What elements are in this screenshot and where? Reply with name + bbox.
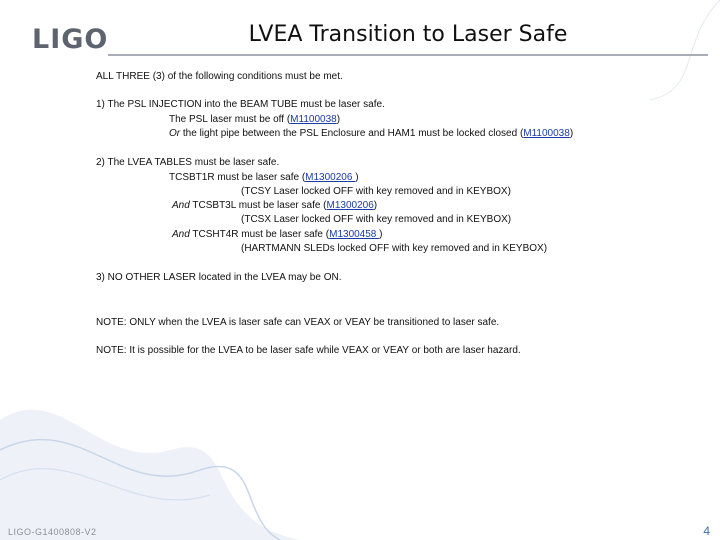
condition-1-heading: 1) The PSL INJECTION into the BEAM TUBE must be laser safe.: [96, 99, 385, 110]
table-tcsht4r-note: (HARTMANN SLEDs locked OFF with key removed and in KEYBOX): [241, 243, 548, 254]
logo-text: LIGO: [32, 24, 109, 55]
doc-link-m1100038-2[interactable]: M1100038: [523, 128, 570, 139]
condition-3: 3) NO OTHER LASER located in the LVEA may be ON.: [96, 272, 342, 283]
condition-1-line-1: The PSL laser must be off (M1100038): [169, 114, 341, 125]
table-tcsbt1r: TCSBT1R must be laser safe (M1300206 ): [169, 172, 359, 183]
slide-number: 4: [703, 524, 710, 538]
doc-link-m1300206-2[interactable]: M1300206: [326, 200, 374, 211]
doc-link-m1300458[interactable]: M1300458: [329, 229, 380, 240]
table-tcsbt3l: And TCSBT3L must be laser safe (M1300206): [172, 200, 378, 211]
note-2: NOTE: It is possible for the LVEA to be laser safe while VEAX or VEAY or both are laser hazard.: [96, 345, 521, 356]
table-tcsbt1r-note: (TCSY Laser locked OFF with key removed and in KEYBOX): [241, 186, 511, 197]
doc-link-m1100038[interactable]: M1100038: [290, 114, 337, 125]
condition-2-heading: 2) The LVEA TABLES must be laser safe.: [96, 157, 280, 168]
slide-title: LVEA Transition to Laser Safe: [248, 22, 568, 47]
table-tcsbt3l-note: (TCSX Laser locked OFF with key removed and in KEYBOX): [241, 214, 512, 225]
condition-1-line-2: Or the light pipe between the PSL Enclosure and HAM1 must be locked closed (M1100038): [169, 128, 574, 139]
document-id: LIGO-G1400808-V2: [8, 527, 97, 537]
intro-text: ALL THREE (3) of the following conditions must be met.: [96, 71, 343, 82]
title-divider: [108, 54, 708, 56]
doc-link-m1300206[interactable]: M1300206: [305, 172, 356, 183]
table-tcsht4r: And TCSHT4R must be laser safe (M1300458 ): [172, 229, 383, 240]
note-1: NOTE: ONLY when the LVEA is laser safe can VEAX or VEAY be transitioned to laser safe.: [96, 317, 500, 328]
